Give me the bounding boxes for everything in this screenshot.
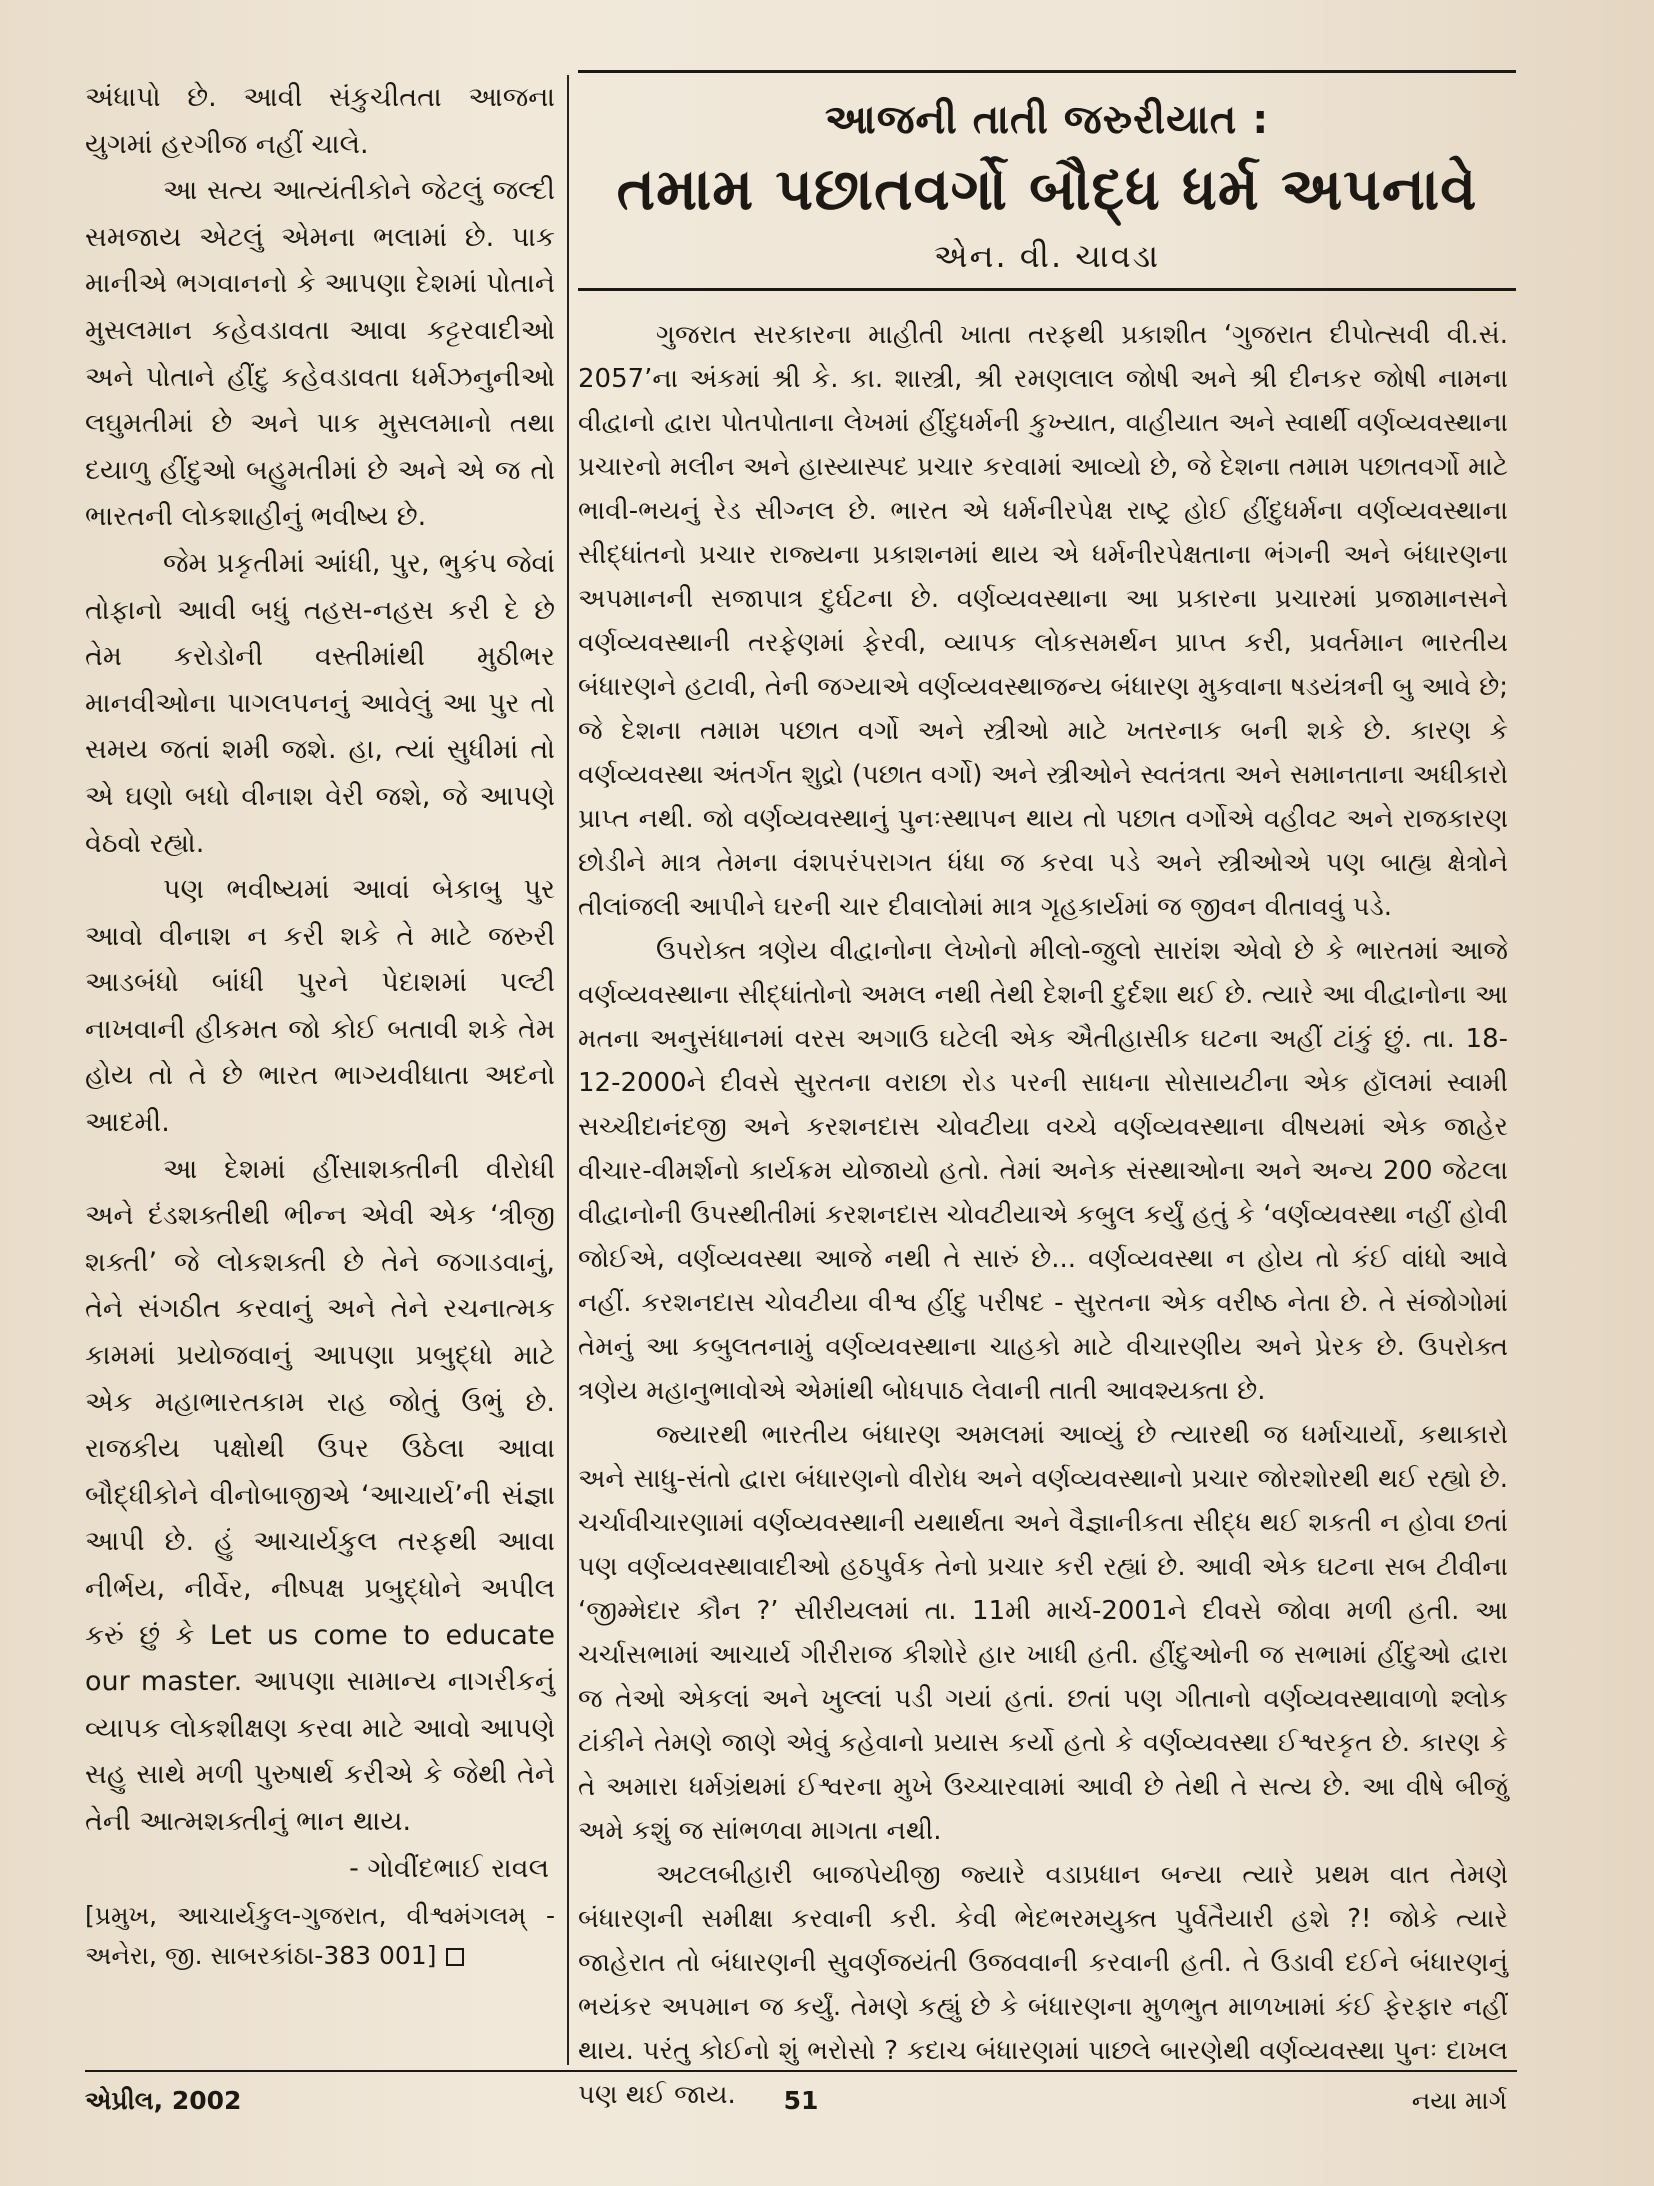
left-paragraph-4: પણ ભવીષ્યમાં આવાં બેકાબુ પુર આવો વીનાશ ન કરી શકે તે માટે જરુરી આડબંધો બાંધી પુરને પેદાશમાં પલ્ટી નાખવાની હીકમત જો કોઈ બતાવી શકે તેમ હોય તો તે છે ભારત ભાગ્યવીધાતા અદનો આદમી.: [85, 874, 555, 1139]
header-bottom-rule: [578, 288, 1516, 291]
page-number: 51: [783, 2086, 819, 2115]
publication-name: નયા માર્ગ: [1411, 2086, 1507, 2115]
author-address-text: [પ્રમુખ, આચાર્યકુલ-ગુજરાત, વીશ્વમંગલમ્ - અનેરા, જી. સાબરકાંઠા-383 001]: [85, 1901, 555, 1971]
author-address: [85, 1896, 555, 1976]
article-paragraph-2: ઉપરોક્ત ત્રણેય વીદ્વાનોના લેખોનો મીલો-જુલો સારાંશ એવો છે કે ભારતમાં આજે વર્ણવ્યવસ્થાના સીદ્ધાંતોનો અમલ નથી તેથી દેશની દુર્દશા થઈ છે. ત્યારે આ વીદ્વાનોના આ મતના અનુસંધાનમાં વરસ અગાઉ ઘટેલી એક ઐતીહાસીક ઘટના અહીં ટાંકું છું. તા. 18-12-2000ને દીવસે સુરતના વરાછા રોડ પરની સાધના સોસાયટીના એક હૉલમાં સ્વામી સચ્ચીદાનંદજી અને કરશનદાસ ચોવટીયા વચ્ચે વર્ણવ્યવસ્થાના વીષયમાં એક જાહેર વીચાર-વીમર્શનો કાર્યક્રમ યોજાયો હતો. તેમાં અનેક સંસ્થાઓના અને અન્ય 200 જેટલા વીદ્વાનોની ઉપસ્થીતીમાં કરશનદાસ ચોવટીયાએ કબુલ કર્યું હતું કે ‘વર્ણવ્યવસ્થા નહીં હોવી જોઈએ, વર્ણવ્યવસ્થા આજે નથી તે સારું છે... વર્ણવ્યવસ્થા ન હોય તો કંઈ વાંધો આવે નહીં. કરશનદાસ ચોવટીયા વીશ્વ હીંદુ પરીષદ - સુરતના એક વરીષ્ઠ નેતા છે. તે સંજોગોમાં તેમનું આ કબુલતનામું વર્ણવ્યવસ્થાના ચાહકો માટે વીચારણીય અને પ્રેરક છે. ઉપરોક્ત ત્રણેય મહાનુભાવોએ એમાંથી બોધપાઠ લેવાની તાતી આવશ્યક્તા છે.: [578, 936, 1508, 1406]
issue-date: એપ્રીલ, 2002: [85, 2086, 242, 2115]
header-top-rule: [578, 70, 1516, 73]
left-paragraph-3: જેમ પ્રકૃતીમાં આંધી, પુર, ભુકંપ જેવાં તોફાનો આવી બધું તહસ-નહસ કરી દે છે તેમ કરોડોની વસ્તીમાંથી મુઠીભર માનવીઓના પાગલપનનું આવેલું આ પુર તો સમય જતાં શમી જશે. હા, ત્યાં સુધીમાં તો એ ઘણો બધો વીનાશ વેરી જશે, જે આપણે વેઠવો રહ્યો.: [85, 547, 555, 859]
article-paragraph-1: ગુજરાત સરકારના માહીતી ખાતા તરફથી પ્રકાશીત ‘ગુજરાત દીપોત્સવી વી.સં. 2057’ના અંકમાં શ્રી કે. કા. શાસ્ત્રી, શ્રી રમણલાલ જોષી અને શ્રી દીનકર જોષી નામના વીદ્વાનો દ્વારા પોતપોતાના લેખમાં હીંદુધર્મની કુખ્યાત, વાહીયાત અને સ્વાર્થી વર્ણવ્યવસ્થાના પ્રચારનો મલીન અને હાસ્યાસ્પદ પ્રચાર કરવામાં આવ્યો છે, જે દેશના તમામ પછાતવર્ગો માટે ભાવી-ભયનું રેડ સીગ્નલ છે. ભારત એ ધર્મનીરપેક્ષ રાષ્ટ્ર હોઈ હીંદુધર્મના વર્ણવ્યવસ્થાના સીદ્ધાંતનો પ્રચાર રાજ્યના પ્રકાશનમાં થાય એ ધર્મનીરપેક્ષતાના ભંગની અને બંધારણના અપમાનની સજાપાત્ર દુર્ઘટના છે. વર્ણવ્યવસ્થાના આ પ્રકારના પ્રચારમાં પ્રજામાનસને વર્ણવ્યવસ્થાની તરફેણમાં ફેરવી, વ્યાપક લોકસમર્થન પ્રાપ્ત કરી, પ્રવર્તમાન ભારતીય બંધારણને હટાવી, તેની જગ્યાએ વર્ણવ્યવસ્થાજન્ય બંધારણ મુકવાના ષડયંત્રની બુ આવે છે; જે દેશના તમામ પછાત વર્ગો અને સ્ત્રીઓ માટે ખતરનાક બની શકે છે. કારણ કે વર્ણવ્યવસ્થા અંતર્ગત શુદ્રો (પછાત વર્ગો) અને સ્ત્રીઓને સ્વતંત્રતા અને સમાનતાના અધીકારો પ્રાપ્ત નથી. જો વર્ણવ્યવસ્થાનું પુનઃસ્થાપન થાય તો પછાત વર્ગોએ વહીવટ અને રાજકારણ છોડીને માત્ર તેમના વંશપરંપરાગત ધંધા જ કરવા પડે અને સ્ત્રીઓએ પણ બાહ્ય ક્ષેત્રોને તીલાંજલી આપીને ઘરની ચાર દીવાલોમાં માત્ર ગૃહકાર્યમાં જ જીવન વીતાવવું પડે.: [578, 320, 1508, 922]
left-paragraph-1: અંધાપો છે. આવી સંકુચીતતા આજના યુગમાં હરગીજ નહીં ચાલે.: [85, 82, 555, 160]
article-headline: તમામ પછાતવર્ગો બૌદ્ધ ધર્મ અપનાવે: [616, 155, 1478, 223]
article-column: [578, 70, 1516, 2117]
end-mark-icon: [446, 1948, 464, 1966]
left-column: [85, 75, 555, 1976]
article-paragraph-3: જ્યારથી ભારતીય બંધારણ અમલમાં આવ્યું છે ત્યારથી જ ધર્માચાર્યો, કથાકારો અને સાધુ-સંતો દ્વારા બંધારણનો વીરોધ અને વર્ણવ્યવસ્થાનો પ્રચાર જોરશોરથી થઈ રહ્યો છે. ચર્ચાવીચારણામાં વર્ણવ્યવસ્થાની યથાર્થતા અને વૈજ્ઞાનીકતા સીદ્ધ થઈ શકતી ન હોવા છતાં પણ વર્ણવ્યવસ્થાવાદીઓ હઠપુર્વક તેનો પ્રચાર કરી રહ્યાં છે. આવી એક ઘટના સબ ટીવીના ‘જીમ્મેદાર કૌન ?’ સીરીયલમાં તા. 11મી માર્ચ-2001ને દીવસે જોવા મળી હતી. આ ચર્ચાસભામાં આચાર્ય ગીરીરાજ કીશોરે હાર ખાધી હતી. હીંદુઓની જ સભામાં હીંદુઓ દ્વારા જ તેઓ એકલાં અને ખુલ્લાં પડી ગયાં હતાં. છતાં પણ ગીતાનો વર્ણવ્યવસ્થાવાળો શ્લોક ટાંકીને તેમણે જાણે એવું કહેવાનો પ્રયાસ કર્યો હતો કે વર્ણવ્યવસ્થા ઈશ્વરકૃત છે. કારણ કે તે અમારા ધર્મગ્રંથમાં ઈશ્વરના મુખે ઉચ્ચારવામાં આવી છે તેથી તે સત્ય છે. આ વીષે બીજું અમે કશું જ સાંભળવા માગતા નથી.: [578, 1420, 1508, 1846]
article-kicker: આજની તાતી જરુરીયાત :: [824, 97, 1270, 143]
column-divider: [567, 75, 569, 2065]
left-paragraph-5: આ દેશમાં હીંસાશક્તીની વીરોધી અને દંડશક્તીથી ભીન્ન એવી એક ‘ત્રીજી શક્તી’ જે લોકશક્તી છે તેને જગાડવાનું, તેને સંગઠીત કરવાનું અને તેને રચનાત્મક કામમાં પ્રયોજવાનું આપણા પ્રબુદ્ધો માટે એક મહાભારતકામ રાહ જોતું ઉભું છે. રાજકીય પક્ષોથી ઉપર ઉઠેલા આવા બૌદ્ધીકોને વીનોબાજીએ ‘આચાર્ય’ની સંજ્ઞા આપી છે. હું આચાર્યકુલ તરફથી આવા નીર્ભય, નીર્વેર, નીષ્પક્ષ પ્રબુદ્ધોને અપીલ કરું છું કે Let us come to educate our master. આપણા સામાન્ય નાગરીકનું વ્યાપક લોકશીક્ષણ કરવા માટે આવો આપણે સહુ સાથે મળી પુરુષાર્થ કરીએ કે જેથી તેને તેની આત્મશક્તીનું ભાન થાય.: [85, 1153, 555, 1837]
article-paragraph-4: અટલબીહારી બાજપેયીજી જ્યારે વડાપ્રધાન બન્યા ત્યારે પ્રથમ વાત તેમણે બંધારણની સમીક્ષા કરવાની કરી. કેવી ભેદભરમયુક્ત પુર્વતૈયારી હશે ?! જોકે ત્યારે જાહેરાત તો બંધારણની સુવર્ણજયંતી ઉજવવાની કરવાની હતી. તે ઉડાવી દઈને બંધારણનું ભયંકર અપમાન જ કર્યું. તેમણે કહ્યું છે કે બંધારણના મુળભુત માળખામાં કંઈ ફેરફાર નહીં થાય. પરંતુ કોઈનો શું ભરોસો ? કદાચ બંધારણમાં પાછલે બારણેથી વર્ણવ્યવસ્થા પુનઃ દાખલ પણ થઈ જાય.: [578, 1860, 1508, 2110]
left-paragraph-2: આ સત્ય આત્યંતીકોને જેટલું જલ્દી સમજાય એટલું એમના ભલામાં છે. પાક માનીએ ભગવાનનો કે આપણા દેશમાં પોતાને મુસલમાન કહેવડાવતા આવા કટ્ટરવાદીઓ અને પોતાને હીંદુ કહેવડાવતા ધર્મઝનુનીઓ લઘુમતીમાં છે અને પાક મુસલમાનો તથા દયાળુ હીંદુઓ બહુમતીમાં છે અને એ જ તો ભારતની લોકશાહીનું ભવીષ્ય છે.: [85, 175, 555, 533]
footer-rule: [85, 2070, 1517, 2072]
page-footer: [85, 2074, 1517, 2114]
article-author: એન. વી. ચાવડા: [933, 237, 1161, 275]
article-body: [578, 313, 1508, 2117]
author-signature: - ગોવીંદભાઈ રાવલ: [349, 1852, 549, 1884]
